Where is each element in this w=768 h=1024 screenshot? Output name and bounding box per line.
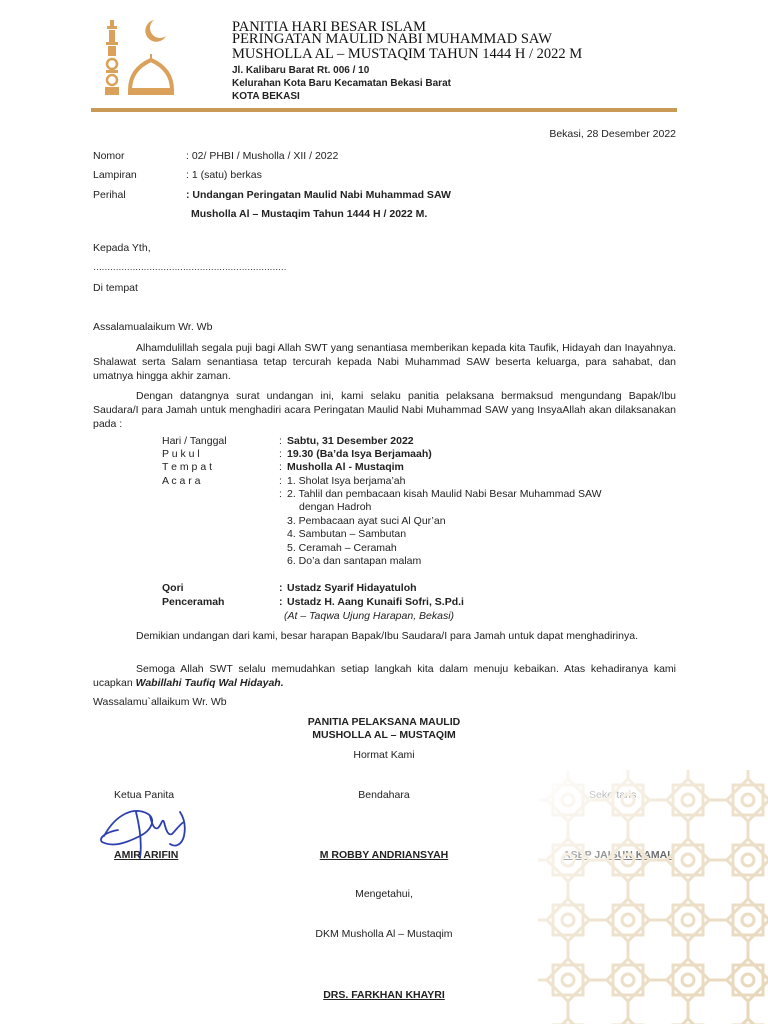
penceramah-note: (At – Taqwa Ujung Harapan, Bekasi) [284,610,455,622]
colon: : [279,582,283,594]
nomor-value: : 02/ PHBI / Musholla / XII / 2022 [186,150,339,162]
geometric-ornament-icon [538,770,768,1024]
pukul-value: 19.30 (Ba’da Isya Berjamaah) [287,448,432,460]
header-address-2: Kelurahan Kota Baru Kecamatan Bekasi Barat [232,78,451,89]
pukul-label: P u k u l [162,448,200,460]
acara-item: 6. Do’a dan santapan malam [287,555,422,567]
paragraph-2: Dengan datangnya surat undangan ini, kami selaku panitia pelaksana bermaksud mengundang Bapak/Ibu Saudara/I para Jamah untuk menghadiri acara Peringatan Maulid Nabi Muhammad SAW yang InsyaAllah akan dilaksanakan pada : [93,390,676,430]
qori-label: Qori [162,582,184,594]
header-line-2: PERINGATAN MAULID NABI MUHAMMAD SAW [232,31,552,47]
mengetahui: Mengetahui, [355,888,413,900]
bendahara-name: M ROBBY ANDRIANSYAH [319,849,449,861]
header-line-1: PANITIA HARI BESAR ISLAM [232,19,427,35]
qori-value: Ustadz Syarif Hidayatuloh [287,582,417,594]
ketua-title: Ketua Panita [114,789,175,801]
perihal-value-2: Musholla Al – Mustaqim Tahun 1444 H / 2022 M. [191,208,428,220]
recipient-kepada: Kepada Yth, [93,242,151,254]
header-address-1: Jl. Kalibaru Barat Rt. 006 / 10 [232,65,370,76]
acara-item: 4. Sambutan – Sambutan [287,528,407,540]
penceramah-label: Penceramah [162,596,225,608]
acara-item: 5. Ceramah – Ceramah [287,542,397,554]
header-line-3: MUSHOLLA AL – MUSTAQIM TAHUN 1444 H / 2022 M [232,46,583,62]
lampiran-value: : 1 (satu) berkas [186,169,262,181]
lampiran-label: Lampiran [93,169,137,181]
colon: : [279,435,282,447]
hari-label: Hari / Tanggal [162,435,227,447]
header-divider [91,108,677,112]
colon: : [279,488,282,500]
mosque-crescent-logo [98,14,182,100]
dkm-name: DRS. FARKHAN KHAYRI [323,989,445,1001]
tempat-label: T e m p a t [162,461,212,473]
colon: : [279,475,282,487]
recipient-dots: …………………………………………………………… [93,262,287,272]
recipient-tempat: Di tempat [93,282,138,294]
closing-emphasis: Wabillahi Taufiq Wal Hidayah. [135,677,284,689]
perihal-label: Perihal [93,189,126,201]
header-city: KOTA BEKASI [232,91,300,102]
dkm-title: DKM Musholla Al – Mustaqim [315,928,453,940]
acara-item: 2. Tahlil dan pembacaan kisah Maulid Nabi Besar Muhammad SAW [287,488,602,500]
ketua-name: AMIR ARIFIN [114,849,179,861]
hari-value: Sabtu, 31 Desember 2022 [287,435,414,447]
bendahara-title: Bendahara [358,789,410,801]
acara-item: dengan Hadroh [299,501,372,513]
closing-paragraph-2 [93,662,676,690]
nomor-label: Nomor [93,150,125,162]
acara-item: 1. Sholat Isya berjama’ah [287,475,406,487]
org-name-1: PANITIA PELAKSANA MAULID [307,716,461,728]
hormat-kami: Hormat Kami [353,749,415,761]
org-name-2: MUSHOLLA AL – MUSTAQIM [312,729,456,741]
closing-text: Semoga Allah SWT selalu memudahkan setiap langkah kita dalam menuju kebaikan. Atas kehadiranya kami ucapkan [93,663,676,689]
perihal-value-1: : Undangan Peringatan Maulid Nabi Muhammad SAW [186,189,451,201]
tempat-value: Musholla Al - Mustaqim [287,461,404,473]
colon: : [279,461,282,473]
acara-label: A c a r a [162,475,201,487]
closing-salam: Wassalamu`allaikum Wr. Wb [93,696,227,708]
colon: : [279,596,283,608]
paragraph-1: Alhamdulillah segala puji bagi Allah SWT yang senantiasa memberikan kepada kita Taufik, Hidayah dan Inayahnya. Shalawat serta Salam senantiasa tetap tercurah kepada Nabi Muhammad SAW beserta keluarga, para sahabat, dan umatnya hingga akhir zaman. [93,342,676,382]
penceramah-value: Ustadz H. Aang Kunaifi Sofri, S.Pd.i [287,596,464,608]
letter-date: Bekasi, 28 Desember 2022 [549,128,676,140]
opening-salam: Assalamualaikum Wr. Wb [93,321,213,333]
closing-paragraph-1: Demikian undangan dari kami, besar harapan Bapak/Ibu Saudara/I para Jamah untuk dapat menghadirinya. [136,630,638,642]
colon: : [279,448,282,460]
acara-item: 3. Pembacaan ayat suci Al Qur’an [287,515,446,527]
